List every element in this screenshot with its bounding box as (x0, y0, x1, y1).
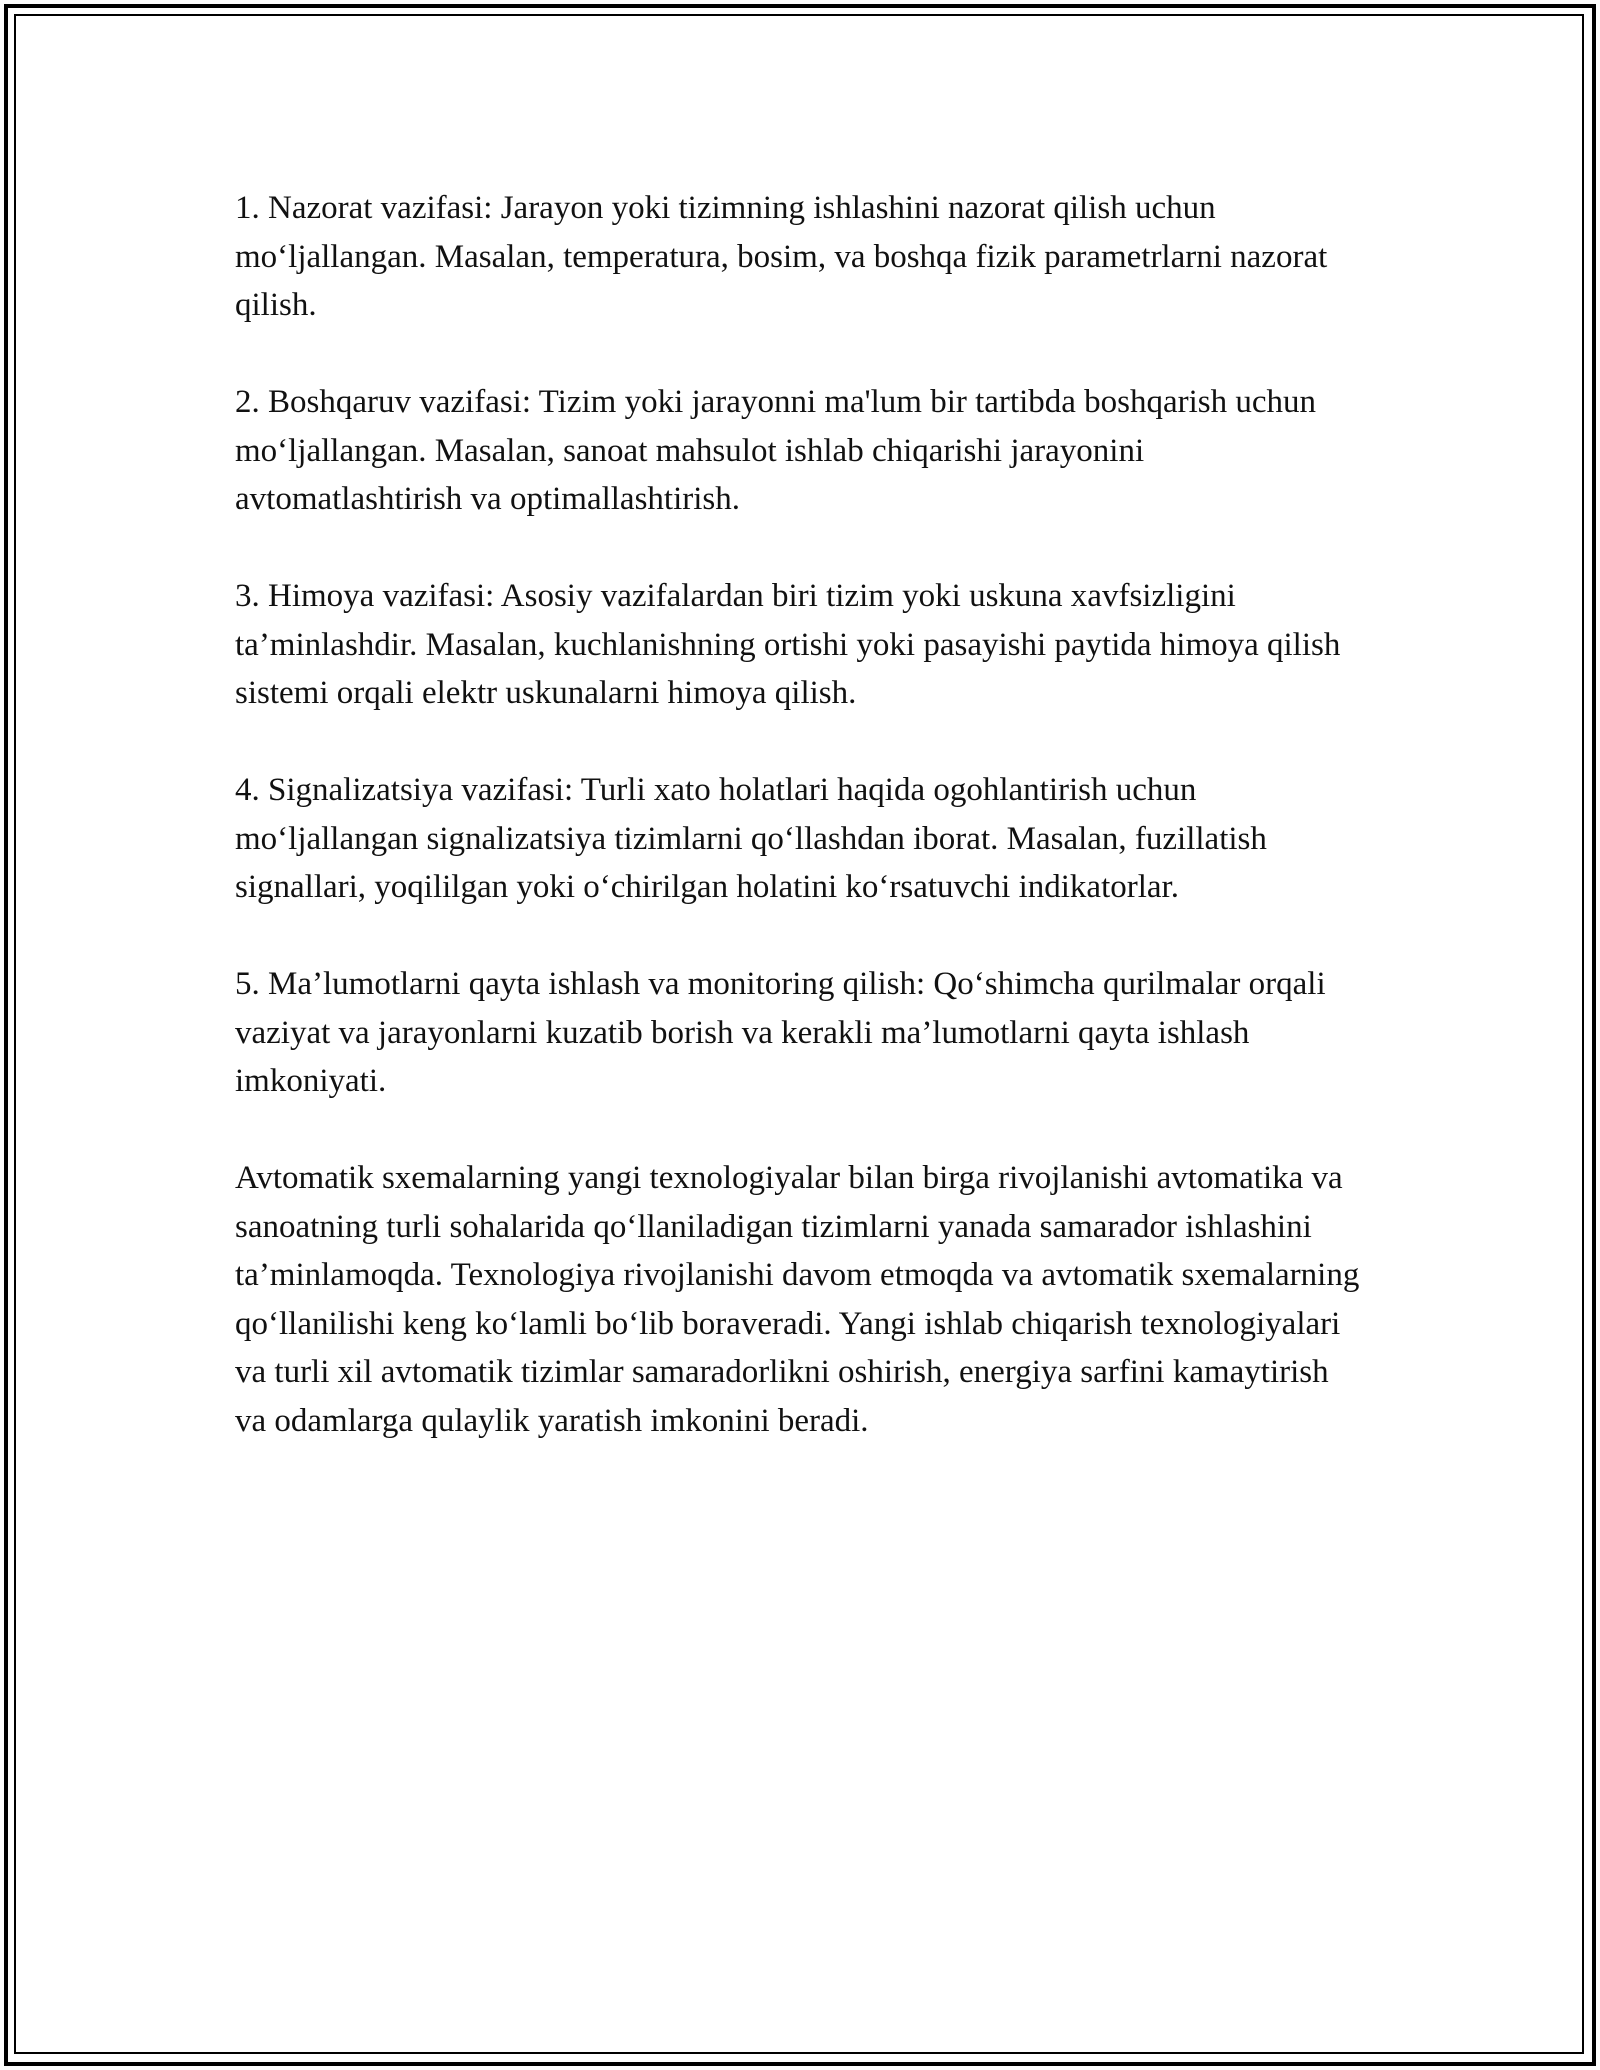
paragraph-boshqaruv-vazifasi: 2. Boshqaruv vazifasi: Tizim yoki jarayonni ma'lum bir tartibda boshqarish uchun mo‘ljallangan. Masalan, sanoat mahsulot ishlab chiqarishi jarayonini avtomatlashtirish va optimallashtirish. (235, 384, 1317, 517)
paragraph-conclusion: Avtomatik sxemalarning yangi texnologiyalar bilan birga rivojlanishi avtomatika va sanoatning turli sohalarida qo‘llaniladigan tizimlarni yanada samarador ishlashini ta’minlamoqda. Texnologiya rivojlanishi davom etmoqda va avtomatik sxemalarning qo‘llanilishi keng ko‘lamli bo‘lib boraveradi. Yangi ishlab chiqarish texnologiyalari va turli xil avtomatik tizimlar samaradorlikni oshirish, energiya sarfini kamaytirish va odamlarga qulaylik yaratish imkonini beradi. (235, 1160, 1360, 1439)
paragraph-signalizatsiya-vazifasi: 4. Signalizatsiya vazifasi: Turli xato holatlari haqida ogohlantirish uchun mo‘ljallangan signalizatsiya tizimlarni qo‘llashdan iborat. Masalan, fuzillatish signallari, yoqililgan yoki o‘chirilgan holatini ko‘rsatuvchi indikatorlar. (235, 772, 1267, 905)
paragraph-nazorat-vazifasi: 1. Nazorat vazifasi: Jarayon yoki tizimning ishlashini nazorat qilish uchun mo‘ljallangan. Masalan, temperatura, bosim, va boshqa fizik parametrlarni nazorat qilish. (235, 190, 1328, 323)
document-body (235, 184, 1365, 1445)
paragraph-malumotlarni-qayta-ishlash: 5. Ma’lumotlarni qayta ishlash va monitoring qilish: Qo‘shimcha qurilmalar orqali vaziyat va jarayonlarni kuzatib borish va kerakli ma’lumotlarni qayta ishlash imkoniyati. (235, 966, 1326, 1099)
paragraph-himoya-vazifasi: 3. Himoya vazifasi: Asosiy vazifalardan biri tizim yoki uskuna xavfsizligini ta’minlashdir. Masalan, kuchlanishning ortishi yoki pasayishi paytida himoya qilish sistemi orqali elektr uskunalarni himoya qilish. (235, 578, 1341, 711)
